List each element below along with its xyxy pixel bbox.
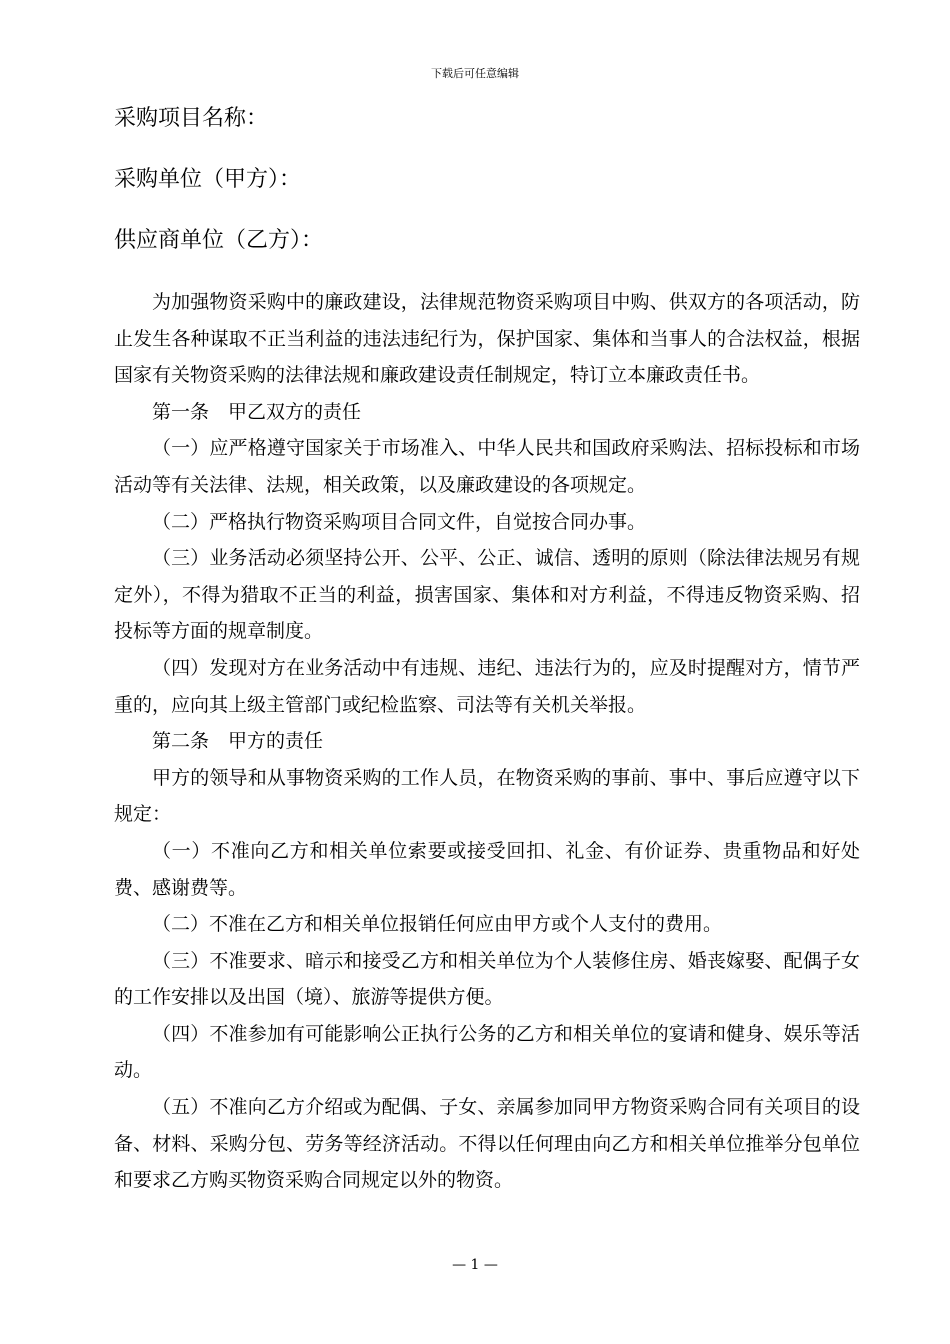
intro-paragraph: 为加强物资采购中的廉政建设，法律规范物资采购项目中购、供双方的各项活动，防止发生各种谋取不正当利益的违法违纪行为，保护国家、集体和当事人的合法权益，根据国家有关物资采购的法律法规和廉政建设责任制规定，特订立本廉政责任书。 — [114, 291, 860, 387]
page-number: — 1 — — [452, 1257, 498, 1273]
article-1-item-3: （三）业务活动必须坚持公开、公平、公正、诚信、透明的原则（除法律法规另有规定外），不得为猎取不正当的利益，损害国家、集体和对方利益，不得违反物资采购、招投标等方面的规章制度。 — [114, 547, 860, 643]
article-2-item-1: （一）不准向乙方和相关单位索要或接受回扣、礼金、有价证券、贵重物品和好处费、感谢费等。 — [114, 839, 860, 899]
article-1-heading: 第一条 甲乙双方的责任 — [152, 400, 362, 423]
article-1-item-1: （一）应严格遵守国家关于市场准入、中华人民共和国政府采购法、招标投标和市场活动等有关法律、法规，相关政策，以及廉政建设的各项规定。 — [114, 437, 860, 496]
header-note: 下载后可任意编辑 — [431, 67, 519, 80]
document-body — [114, 104, 860, 1199]
article-2-intro: 甲方的领导和从事物资采购的工作人员，在物资采购的事前、事中、事后应遵守以下规定： — [114, 766, 860, 826]
project-name-field: 采购项目名称： — [114, 106, 269, 131]
supplier-field: 供应商单位（乙方）： — [114, 228, 324, 253]
article-2-item-2: （二）不准在乙方和相关单位报销任何应由甲方或个人支付的费用。 — [152, 913, 723, 936]
article-2-item-5: （五）不准向乙方介绍或为配偶、子女、亲属参加同甲方物资采购合同有关项目的设备、材料、采购分包、劳务等经济活动。不得以任何理由向乙方和相关单位推举分包单位和要求乙方购买物资采购合同规定以外的物资。 — [114, 1096, 860, 1192]
article-1-item-4: （四）发现对方在业务活动中有违规、违纪、违法行为的，应及时提醒对方，情节严重的，应向其上级主管部门或纪检监察、司法等有关机关举报。 — [114, 656, 860, 716]
article-2-item-3: （三）不准要求、暗示和接受乙方和相关单位为个人装修住房、婚丧嫁娶、配偶子女的工作安排以及出国（境）、旅游等提供方便。 — [114, 949, 860, 1009]
article-2-item-4: （四）不准参加有可能影响公正执行公务的乙方和相关单位的宴请和健身、娱乐等活动。 — [114, 1022, 860, 1082]
article-1-item-2: （二）严格执行物资采购项目合同文件，自觉按合同办事。 — [152, 510, 647, 533]
article-2-heading: 第二条 甲方的责任 — [152, 730, 324, 753]
clauses — [114, 284, 860, 1199]
purchaser-field: 采购单位（甲方）： — [114, 167, 302, 192]
